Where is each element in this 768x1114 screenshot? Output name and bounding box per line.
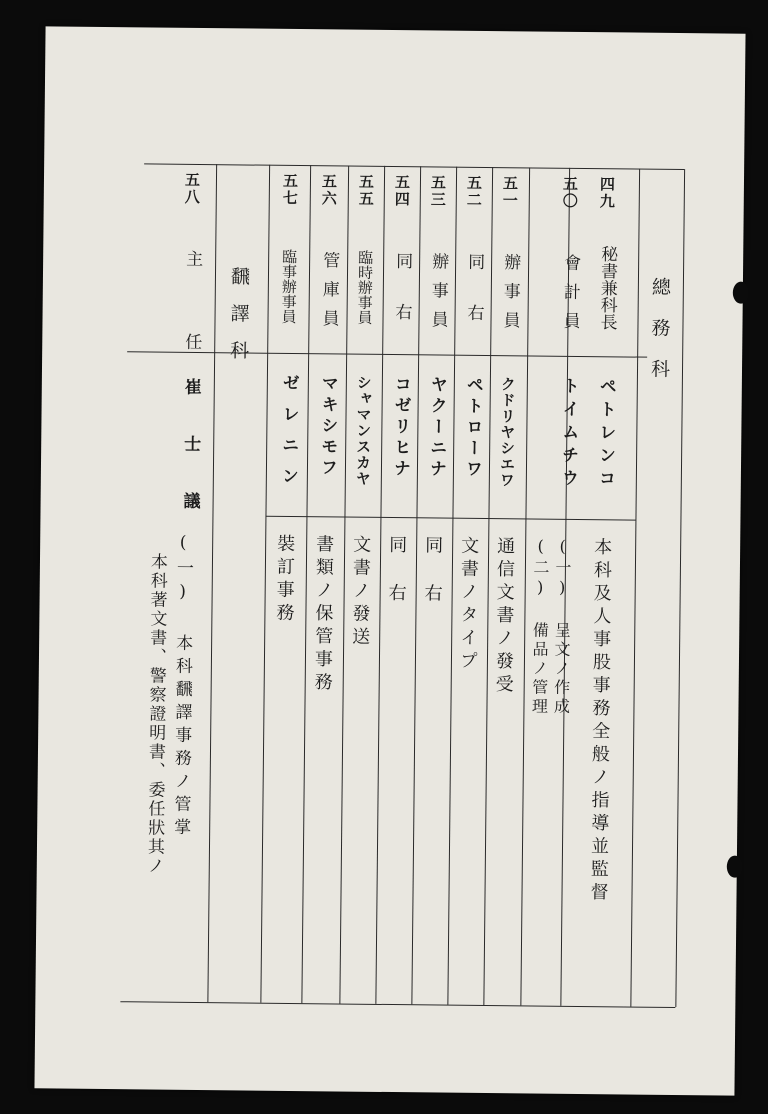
entry-duty: 裝訂事務	[273, 533, 296, 627]
entry-name: クドリヤシエワ	[497, 376, 517, 489]
entry-number: 五二	[464, 174, 484, 209]
table-bottom-rule	[120, 1001, 675, 1008]
column-rule	[339, 166, 349, 1004]
entry-name: 崔士議	[179, 377, 201, 550]
punch-hole	[727, 856, 743, 878]
entry-duty: 同右	[421, 535, 444, 632]
entry-name: ペトローワ	[461, 375, 483, 481]
column-rule	[301, 165, 311, 1003]
document-page	[34, 26, 745, 1095]
column-rule	[207, 164, 217, 1002]
entry-number: 五五	[356, 173, 376, 208]
column-rule	[447, 167, 457, 1005]
entry-number: 五一	[500, 175, 520, 210]
entry-title: 主任	[180, 249, 203, 417]
entry-duty: (二) 備品ノ管理	[529, 536, 551, 717]
entry-title: 會計員	[559, 253, 581, 341]
entry-duty: 通信文書ノ發受	[492, 536, 516, 698]
column-rule	[260, 165, 270, 1003]
entry-name: シャマンスカヤ	[353, 374, 373, 487]
entry-duty: 本科著文書、警察證明書、委任狀其ノ	[143, 552, 168, 876]
row-separator	[265, 516, 635, 521]
row-separator	[127, 351, 647, 358]
column-rule	[483, 167, 493, 1005]
entry-number: 四九	[597, 176, 617, 211]
entry-duty: (一) 呈文ノ作成	[551, 536, 573, 717]
entry-title: 秘書兼科長	[596, 245, 618, 331]
entry-title: 辦事員	[427, 252, 449, 340]
entry-name: ペトレンコ	[594, 377, 616, 493]
entry-duty: 文書ノ發送	[349, 534, 372, 650]
column-rule	[675, 169, 685, 1007]
entry-title: 管庫員	[318, 251, 340, 339]
entry-duty: 文書ノタイプ	[456, 535, 480, 674]
entry-name: ヤクーニナ	[425, 375, 447, 481]
entry-number: 五八	[182, 171, 202, 206]
entry-title: 臨時辦事員	[355, 249, 375, 325]
section-header-honyaku: 飜譯科	[226, 266, 251, 378]
column-rule	[411, 166, 421, 1004]
entry-number: 五七	[280, 172, 300, 208]
column-rule	[375, 166, 385, 1004]
entry-number: 五〇	[560, 175, 580, 210]
entry-number: 五六	[319, 173, 339, 208]
table-top-rule	[144, 163, 684, 170]
section-header-somu: 總務科	[647, 276, 671, 400]
entry-name: トイムチウ	[557, 376, 579, 492]
entry-number: 五四	[392, 174, 412, 209]
entry-duty: (一) 本科飜譯事務ノ管掌	[170, 532, 194, 841]
entry-number: 五三	[428, 174, 448, 209]
entry-title: 臨事辦事員	[279, 248, 299, 325]
entry-duty: 同右	[385, 534, 408, 632]
entry-name: コゼリヒナ	[389, 374, 411, 481]
entry-name: マキシモフ	[316, 374, 338, 480]
column-rule	[520, 167, 530, 1005]
entry-title: 同右	[391, 252, 413, 355]
entry-title: 辦事員	[499, 253, 521, 341]
punch-hole	[733, 282, 749, 304]
entry-duty: 書類ノ保管事務	[311, 534, 335, 696]
entry-title: 同右	[463, 252, 485, 355]
entry-name: ゼレニン	[277, 373, 299, 499]
entry-duty: 本科及人事股事務全般ノ指導並監督	[587, 537, 613, 906]
column-rule	[630, 169, 640, 1007]
